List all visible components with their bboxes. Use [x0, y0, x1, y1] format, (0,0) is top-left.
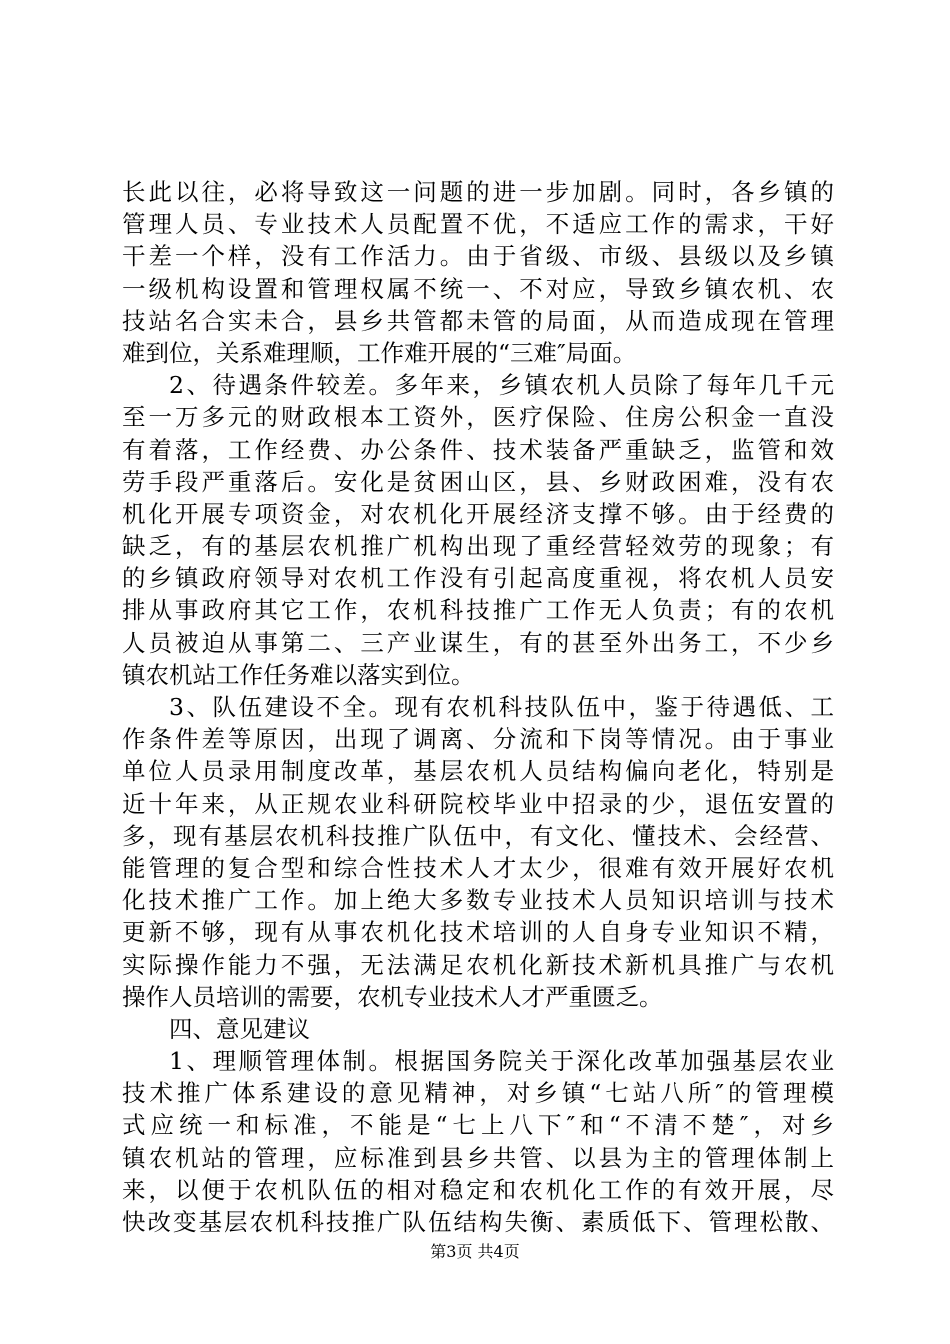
text-line: 至一万多元的财政根本工资外，医疗保险、住房公积金一直没 — [122, 403, 834, 432]
document-body — [122, 176, 834, 1238]
text-line: 人员被迫从事第二、三产业谋生，有的甚至外出务工，不少乡 — [122, 628, 834, 657]
text-line: 管理人员、专业技术人员配置不优，不适应工作的需求，干好 — [122, 210, 834, 239]
text-line: 缺乏，有的基层农机推广机构出现了重经营轻效劳的现象；有 — [122, 532, 834, 561]
text-line: 四、意见建议 — [169, 1014, 310, 1043]
text-line: 3、队伍建设不全。现有农机科技队伍中，鉴于待遇低、工 — [169, 693, 834, 721]
text-line: 有着落，工作经费、办公条件、技术装备严重缺乏，监管和效 — [122, 435, 834, 464]
page-footer: 第3页 共4页 — [430, 1242, 520, 1261]
text-line: 干差一个样，没有工作活力。由于省级、市级、县级以及乡镇 — [122, 242, 834, 271]
text-line: 能管理的复合型和综合性技术人才太少，很难有效开展好农机 — [122, 853, 834, 882]
text-line: 1、理顺管理体制。根据国务院关于深化改革加强基层农业 — [169, 1047, 834, 1076]
text-line: 单位人员录用制度改革，基层农机人员结构偏向老化，特别是 — [122, 757, 834, 786]
text-line: 机化开展专项资金，对农机化开展经济支撑不够。由于经费的 — [122, 499, 834, 528]
text-line: 化技术推广工作。加上绝大多数专业技术人员知识培训与技术 — [122, 886, 834, 915]
text-line: 2、待遇条件较差。多年来，乡镇农机人员除了每年几千元 — [169, 371, 834, 400]
text-line: 来，以便于农机队伍的相对稳定和农机化工作的有效开展，尽 — [122, 1175, 834, 1204]
text-line: 难到位，关系难理顺，工作难开展的“三难″局面。 — [122, 338, 637, 367]
text-line: 更新不够，现有从事农机化技术培训的人自身专业知识不精， — [122, 918, 834, 947]
text-line: 的乡镇政府领导对农机工作没有引起高度重视，将农机人员安 — [122, 564, 834, 593]
text-line: 操作人员培训的需要，农机专业技术人才严重匮乏。 — [122, 982, 663, 1011]
text-line: 劳手段严重落后。安化是贫困山区，县、乡财政困难，没有农 — [122, 467, 834, 496]
text-line: 长此以往，必将导致这一问题的进一步加剧。同时，各乡镇的 — [122, 178, 834, 206]
text-line: 式应统一和标准，不能是“七上八下″和“不清不楚″，对乡 — [122, 1111, 834, 1140]
text-line: 作条件差等原因，出现了调离、分流和下岗等情况。由于事业 — [122, 725, 834, 754]
text-line: 技术推广体系建设的意见精神，对乡镇“七站八所″的管理模 — [122, 1079, 834, 1108]
text-line: 实际操作能力不强，无法满足农机化新技术新机具推广与农机 — [122, 950, 834, 979]
text-line: 技站名合实未合，县乡共管都未管的局面，从而造成现在管理 — [122, 306, 834, 335]
text-line: 近十年来，从正规农业科研院校毕业中招录的少，退伍安置的 — [122, 789, 834, 818]
text-line: 排从事政府其它工作，农机科技推广工作无人负责；有的农机 — [122, 596, 834, 625]
text-line: 镇农机站工作任务难以落实到位。 — [122, 660, 475, 689]
text-line: 镇农机站的管理，应标准到县乡共管、以县为主的管理体制上 — [122, 1143, 834, 1172]
text-line: 多，现有基层农机科技推广队伍中，有文化、懂技术、会经营、 — [122, 821, 834, 850]
text-line: 快改变基层农机科技推广队伍结构失衡、素质低下、管理松散、 — [122, 1208, 834, 1236]
text-line: 一级机构设置和管理权属不统一、不对应，导致乡镇农机、农 — [122, 274, 834, 303]
